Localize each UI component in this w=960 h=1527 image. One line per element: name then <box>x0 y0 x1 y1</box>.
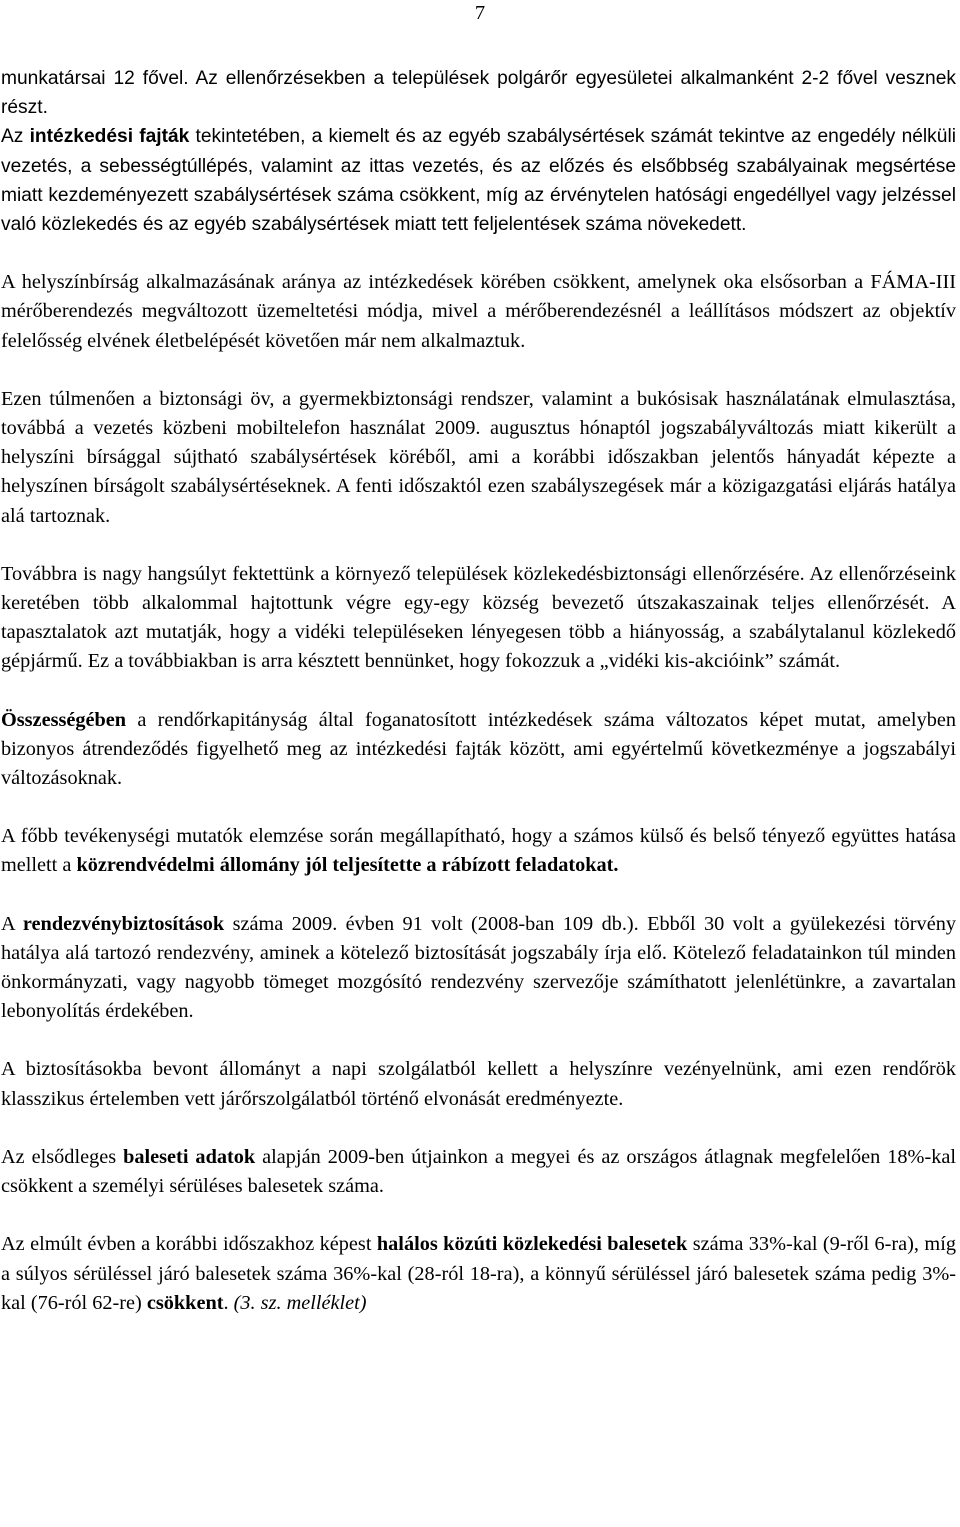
bold-text: baleseti adatok <box>123 1145 256 1168</box>
paragraph <box>1 122 956 239</box>
text-run: A helyszínbírság alkalmazásának aránya az intézkedések körében csökkent, amelynek oka elsősorban a FÁMA-III mérőberendezés megváltozott üzemeltetési módja, mivel a mérőberendezésnél a leállításos módszert az objektív felelősség elvének életbelépését követően már nem alkalmaztuk. <box>1 271 956 352</box>
text-run: száma 33%-kal (9-ről 6-ra), míg a súlyos sérüléssel járó balesetek száma 36%-kal (28-ról 18-ra), a könnyű sérüléssel járó balesetek száma pedig 3%-kal (76-ról 62-re) <box>1 1233 956 1314</box>
text-run: munkatársai 12 fővel. Az ellenőrzésekben a települések polgárőr egyesületei alkalmanként 2-2 fővel vesznek részt. <box>1 68 956 119</box>
paragraph <box>1 1055 956 1113</box>
bold-text: közrendvédelmi állomány jól teljesítette a rábízott feladatokat. <box>76 854 619 877</box>
italic-text: (3. sz. melléklet) <box>233 1291 367 1314</box>
paragraph <box>1 64 956 122</box>
bold-text: Összességében <box>1 708 127 731</box>
paragraph <box>1 822 956 880</box>
paragraph <box>1 560 956 677</box>
bold-text: halálos közúti közlekedési balesetek <box>376 1233 688 1256</box>
paragraph <box>1 706 956 794</box>
page-number: 7 <box>474 2 486 24</box>
paragraph <box>1 1143 956 1201</box>
text-run: Továbbra is nagy hangsúlyt fektettünk a környező települések közlekedésbiztonsági ellenőrzésére. Az ellenőrzéseink keretében több alkalommal hajtottunk végre egy-egy község bevezető útszakaszainak teljes ellenőrzését. A tapasztalatok azt mutatják, hogy a vidéki településeken lényegesen több a hiányosság, a szabálytalanul közlekedő gépjármű. Ez a továbbiakban is arra késztett bennünket, hogy fokozzuk a „vidéki kis-akcióink” számát. <box>1 562 956 673</box>
text-run: száma 2009. évben 91 volt (2008-ban 109 db.). Ebből 30 volt a gyülekezési törvény hatálya alá tartozó rendezvény, aminek a kötelező biztosítását jogszabály írja elő. Kötelező feladatainkon túl minden önkormányzati, vagy nagyobb tömeget mozgósító rendezvény szervezője számíthatott jelenlétünkre, a zavartalan lebonyolítás érdekében. <box>1 912 956 1023</box>
body-text <box>1 64 956 1318</box>
bold-text: intézkedési fajták <box>29 126 190 148</box>
text-run: . <box>223 1291 234 1314</box>
text-run: tekintetében, a kiemelt és az egyéb szabálysértések számát tekintve az engedély nélküli vezetés, a sebességtúllépés, valamint az ittas vezetés, és az előzés és elsőbbség szabályainak megsértése miatt kezdeményezett szabálysértések száma csökkent, míg az érvénytelen hatósági engedéllyel vagy jelzéssel való közlekedés és az egyéb szabálysértések miatt tett feljelentések száma növekedett. <box>1 126 956 236</box>
paragraph <box>1 910 956 1027</box>
text-run: Az elmúlt évben a korábbi időszakhoz képest <box>1 1233 377 1256</box>
paragraph <box>1 385 956 531</box>
bold-text: csökkent <box>146 1291 224 1314</box>
paragraph <box>1 268 956 356</box>
text-run: A <box>1 912 23 935</box>
bold-text: rendezvénybiztosítások <box>22 912 225 935</box>
text-run: alapján 2009-ben útjainkon a megyei és az országos átlagnak megfelelően 18%-kal csökkent a személyi sérüléses balesetek száma. <box>1 1145 956 1198</box>
text-run: a rendőrkapitányság által foganatosított intézkedések száma változatos képet mutat, amelyben bizonyos átrendeződés figyelhető meg az intézkedési fajták között, ami egyértelmű következménye a jogszabályi változásoknak. <box>1 708 956 790</box>
text-run: Ezen túlmenően a biztonsági öv, a gyermekbiztonsági rendszer, valamint a bukósisak használatának elmulasztása, továbbá a vezetés közbeni mobiltelefon használat 2009. augusztus hónaptól jogszabályváltozás miatt kikerült a helyszíni bírsággal sújtható szabálysértések köréből, ami a korábbi időszakban jelentős hányadát képezte a helyszínen bírságolt szabálysértéseknek. A fenti időszaktól ezen szabályszegések már a közigazgatási eljárás hatálya alá tartoznak. <box>1 387 956 527</box>
text-run: A biztosításokba bevont állományt a napi szolgálatból kellett a helyszínre vezényelnünk, ami ezen rendőrök klasszikus értelemben vett járőrszolgálatból történő elvonását eredményezte. <box>1 1058 956 1110</box>
text-run: Az elsődleges <box>1 1145 124 1168</box>
text-run: A főbb tevékenységi mutatók elemzése során megállapítható, hogy a számos külső és belső tényező együttes hatása mellett a <box>1 825 956 877</box>
paragraph <box>1 1230 956 1318</box>
text-run: Az <box>1 126 30 148</box>
